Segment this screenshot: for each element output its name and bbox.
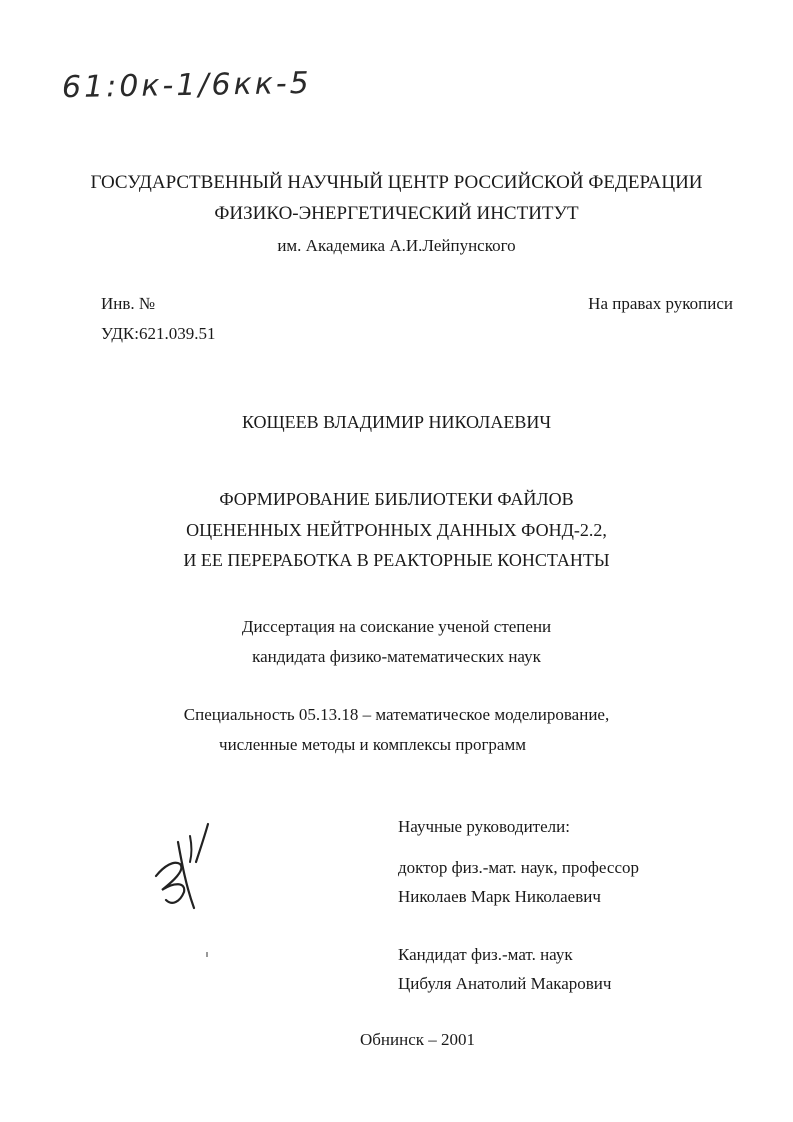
dissertation-type-line-1: Диссертация на соискание ученой степени	[241, 617, 552, 636]
inventory-number: Инв. №	[101, 294, 156, 313]
organization-name: ГОСУДАРСТВЕННЫЙ НАУЧНЫЙ ЦЕНТР РОССИЙСКОЙ ФЕДЕРАЦИИ	[90, 172, 703, 193]
handwritten-archive-code: 61:0к-1/6кк-5	[61, 65, 313, 106]
specialty-line-1: Специальность 05.13.18 – математическое моделирование,	[183, 705, 610, 724]
institute-name: ФИЗИКО-ЭНЕРГЕТИЧЕСКИЙ ИНСТИТУТ	[214, 203, 579, 224]
thesis-title-line-3: И ЕЕ ПЕРЕРАБОТКА В РЕАКТОРНЫЕ КОНСТАНТЫ	[183, 550, 610, 570]
supervisor-1-name: Николаев Марк Николаевич	[398, 887, 601, 906]
manuscript-rights: На правах рукописи	[588, 294, 733, 313]
specialty-line-2: численные методы и комплексы программ	[219, 735, 526, 754]
institute-dedication: им. Академика А.И.Лейпунского	[277, 236, 516, 255]
author-name: КОЩЕЕВ ВЛАДИМИР НИКОЛАЕВИЧ	[241, 412, 552, 432]
supervisor-2-degree: Кандидат физ.-мат. наук	[398, 945, 573, 964]
thesis-title-line-2: ОЦЕНЕННЫХ НЕЙТРОННЫХ ДАННЫХ ФОНД-2.2,	[186, 520, 607, 540]
city-year: Обнинск – 2001	[359, 1030, 476, 1049]
scan-speck	[206, 952, 208, 957]
thesis-title-line-1: ФОРМИРОВАНИЕ БИБЛИОТЕКИ ФАЙЛОВ	[219, 489, 574, 509]
supervisor-1-degree: доктор физ.-мат. наук, профессор	[398, 858, 639, 877]
handwritten-signature	[150, 820, 220, 915]
udk-code: УДК:621.039.51	[101, 324, 216, 343]
supervisor-2-name: Цибуля Анатолий Макарович	[398, 974, 612, 993]
dissertation-type-line-2: кандидата физико-математических наук	[252, 647, 541, 666]
supervisors-heading: Научные руководители:	[398, 817, 570, 836]
